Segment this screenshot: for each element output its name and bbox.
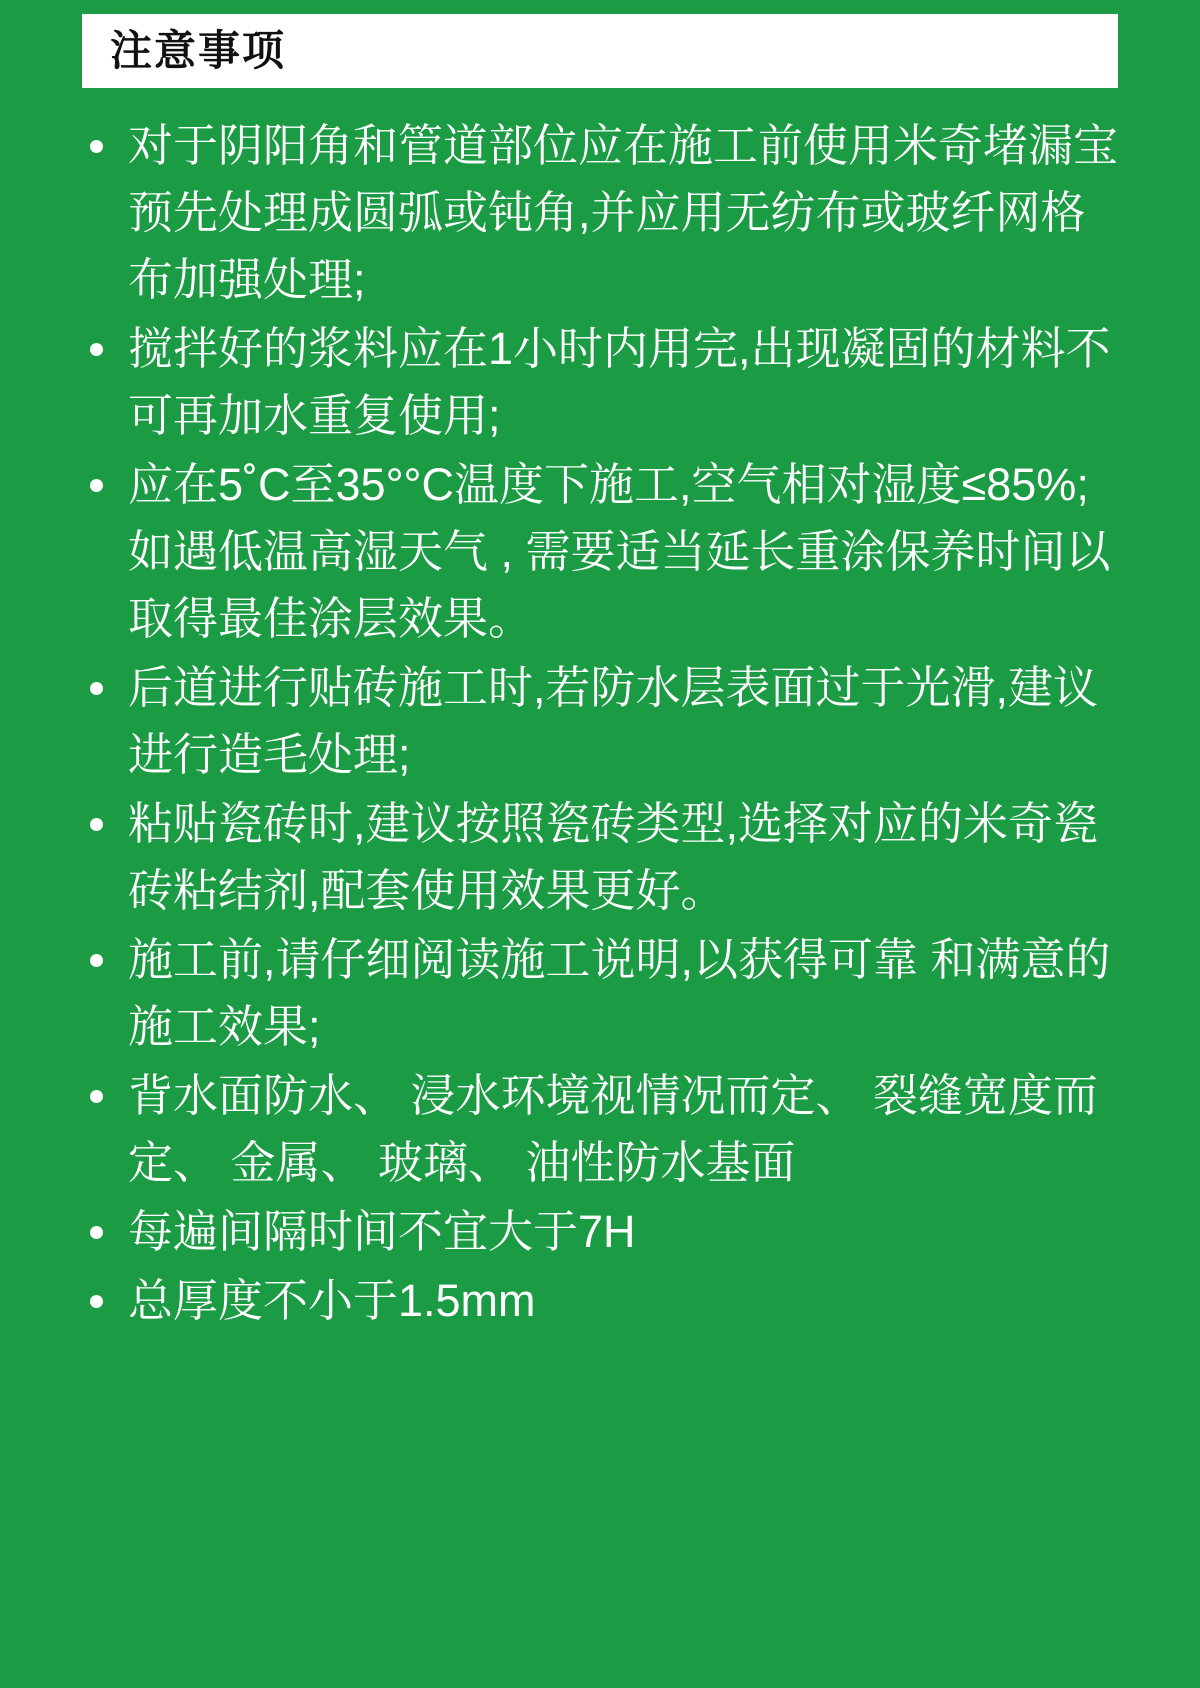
list-item	[70, 790, 1130, 924]
bullet-icon	[90, 1090, 103, 1103]
list-item-text: 后道进行贴砖施工时,若防水层表面过于光滑,建议进行造毛处理;	[128, 662, 1099, 780]
bullet-icon	[90, 343, 103, 356]
list-item	[70, 1198, 1130, 1265]
bullet-icon	[90, 140, 103, 153]
list-item	[70, 451, 1130, 652]
list-item-text: 每遍间隔时间不宜大于7H	[128, 1206, 636, 1257]
notes-list	[70, 112, 1130, 1336]
list-item-text: 应在5˚C至35°°C温度下施工,空气相对湿度≤85%;如遇低温高湿天气 , 需要适当延长重涂保养时间以取得最佳涂层效果。	[128, 459, 1111, 644]
bullet-icon	[90, 1226, 103, 1239]
list-item-text: 背水面防水、 浸水环境视情况而定、 裂缝宽度而定、 金属、 玻璃、 油性防水基面	[128, 1070, 1099, 1188]
list-item	[70, 654, 1130, 788]
bullet-icon	[90, 479, 103, 492]
list-item	[70, 926, 1130, 1060]
page-title: 注意事项	[110, 27, 287, 74]
bullet-icon	[90, 954, 103, 967]
list-item-text: 总厚度不小于1.5mm	[128, 1275, 536, 1326]
bullet-icon	[90, 818, 103, 831]
list-item	[70, 1062, 1130, 1196]
bullet-icon	[90, 1295, 103, 1308]
list-item-text: 粘贴瓷砖时,建议按照瓷砖类型,选择对应的米奇瓷砖粘结剂,配套使用效果更好。	[128, 798, 1099, 916]
list-item	[70, 112, 1130, 313]
list-item	[70, 315, 1130, 449]
list-item	[70, 1267, 1130, 1334]
list-item-text: 施工前,请仔细阅读施工说明,以获得可靠 和满意的施工效果;	[128, 934, 1111, 1052]
list-item-text: 对于阴阳角和管道部位应在施工前使用米奇堵漏宝预先处理成圆弧或钝角,并应用无纺布或玻纤网格布加强处理;	[128, 120, 1119, 305]
title-bar	[82, 14, 1118, 88]
list-item-text: 搅拌好的浆料应在1小时内用完,出现凝固的材料不可再加水重复使用;	[128, 323, 1111, 441]
bullet-icon	[90, 682, 103, 695]
